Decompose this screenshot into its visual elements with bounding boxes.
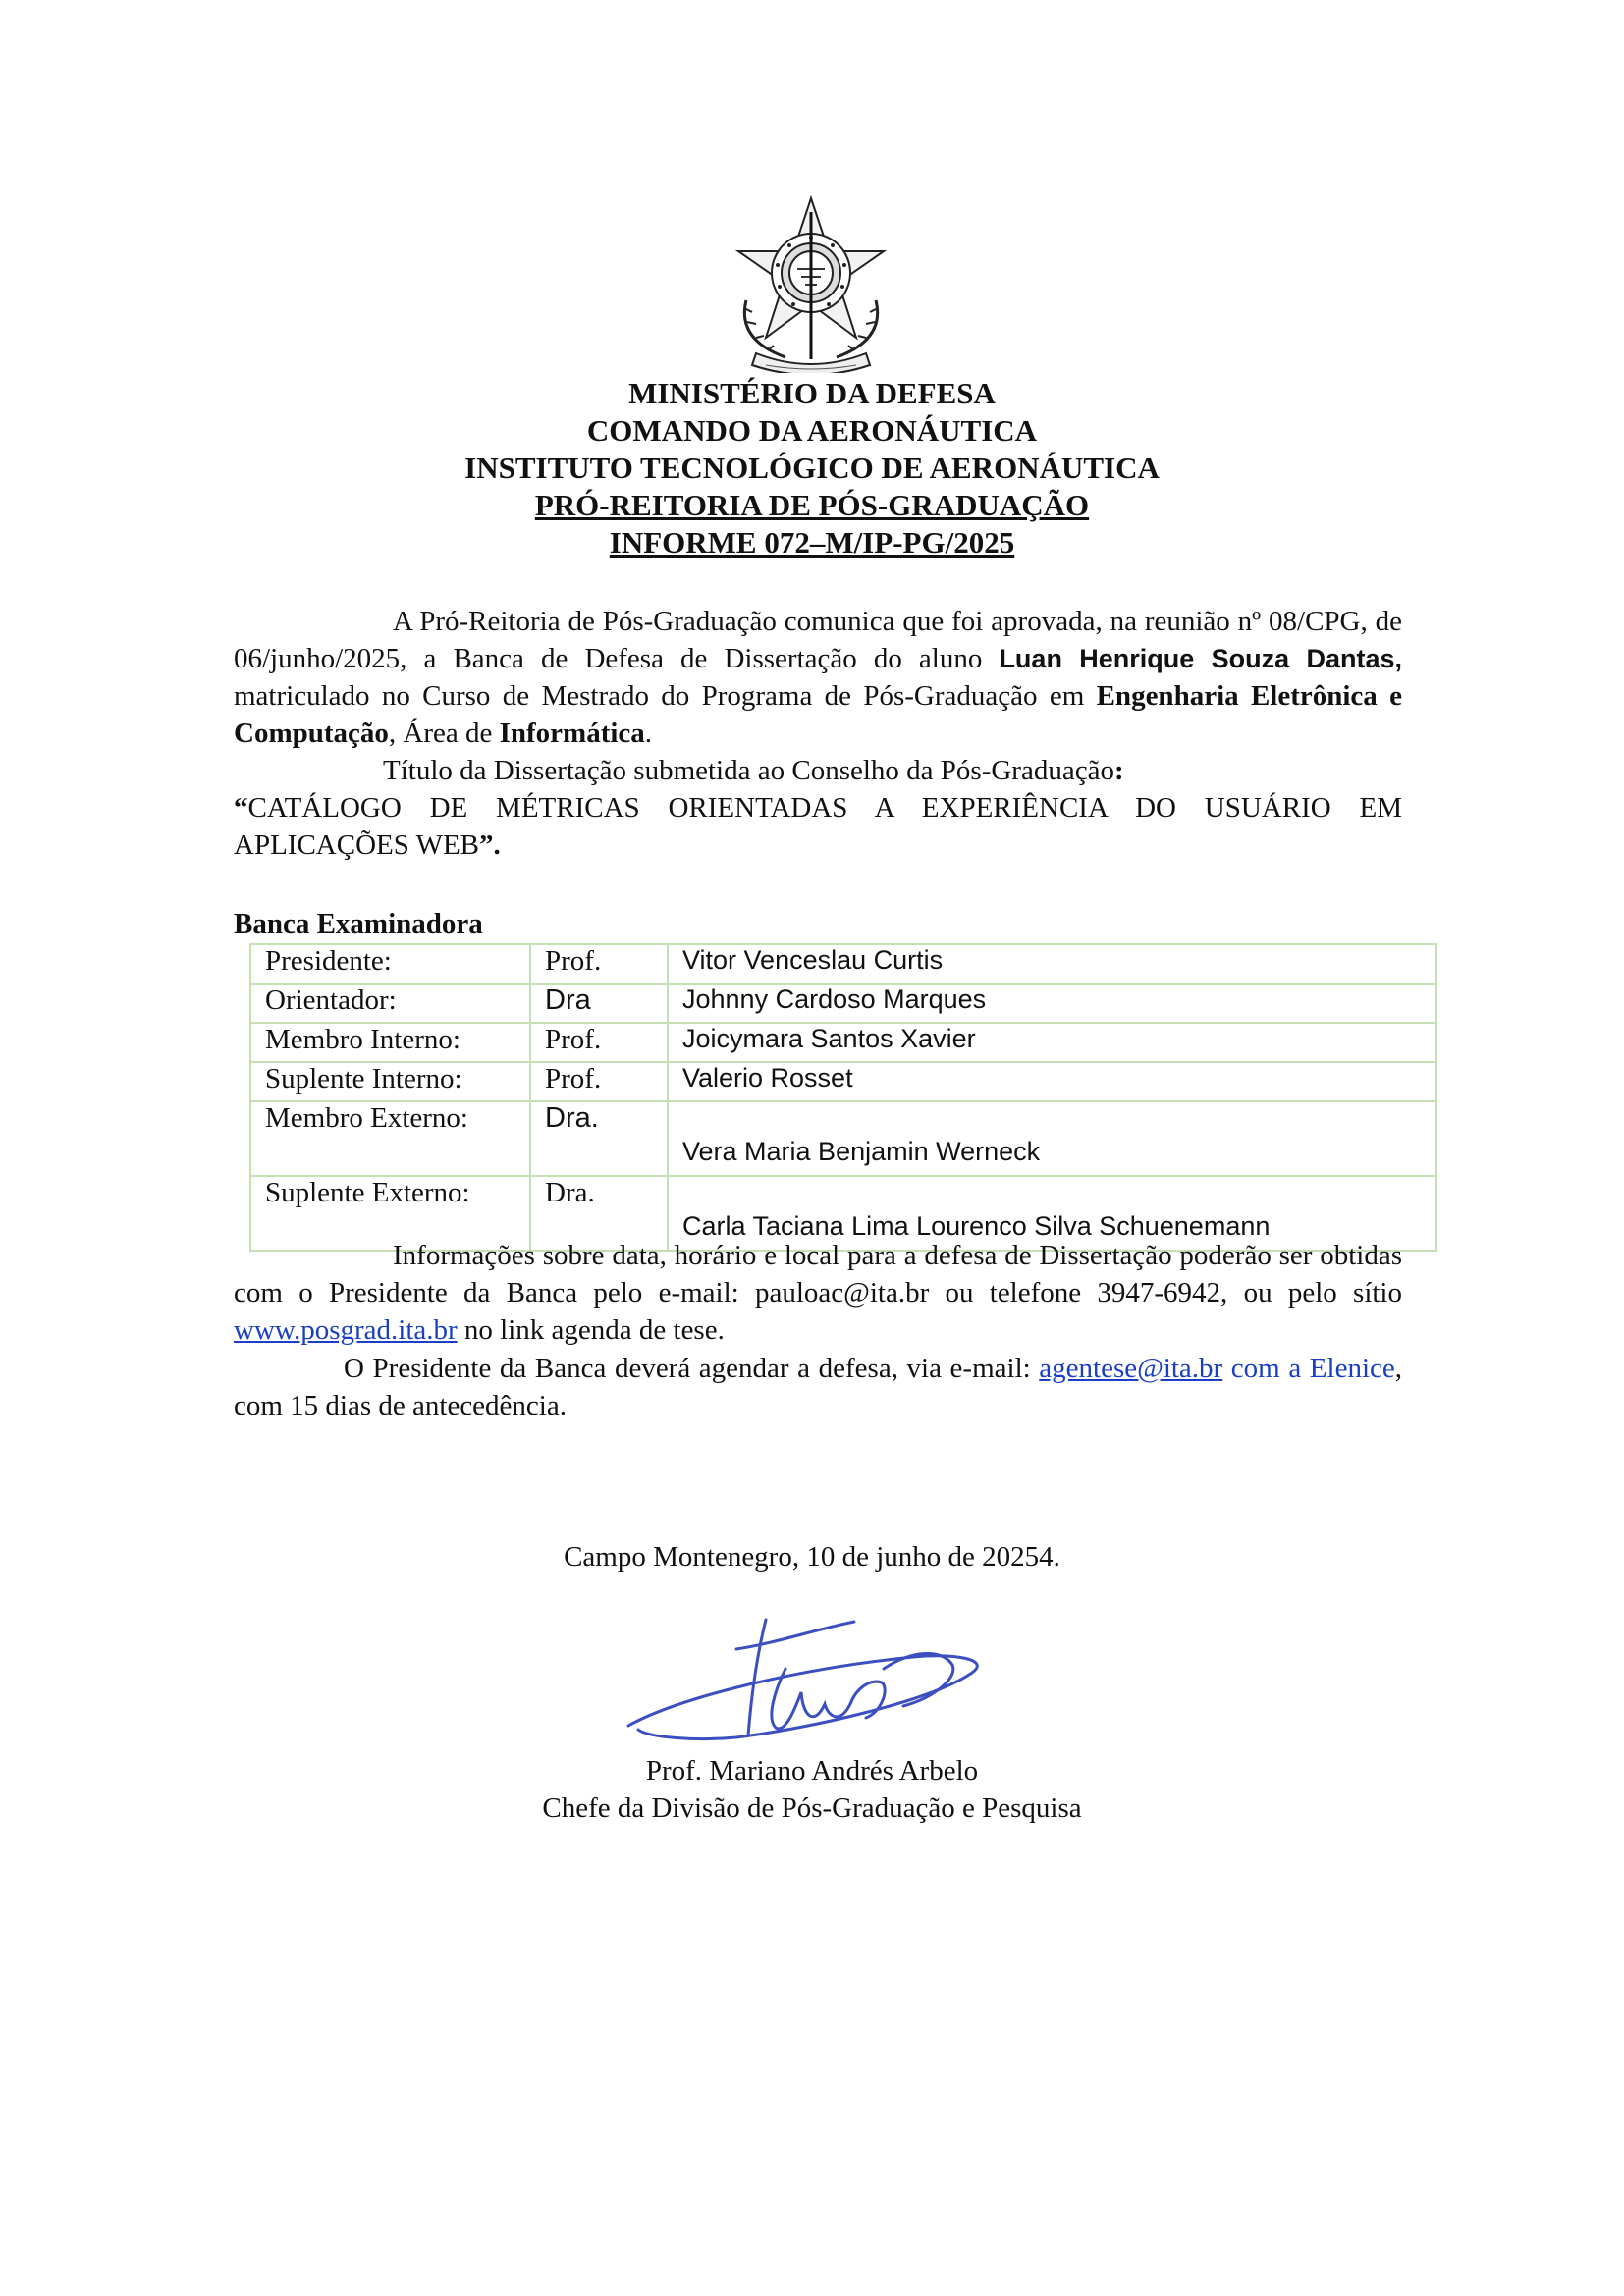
institute-title: INSTITUTO TECNOLÓGICO DE AERONÁUTICA	[464, 451, 1160, 485]
member-name: Joicymara Santos Xavier	[668, 1023, 1436, 1062]
banca-heading: Banca Examinadora	[234, 908, 483, 939]
intro-text-d: .	[644, 718, 653, 749]
agentese-email-link[interactable]: agentese@ita.br	[1039, 1353, 1223, 1384]
intro-text-c: , Área de	[388, 718, 500, 749]
member-title: Dra.	[530, 1101, 668, 1176]
schedule-text-b: , com 15 dias de antecedência.	[234, 1353, 1402, 1421]
coat-of-arms-icon	[727, 192, 895, 373]
table-row	[250, 1101, 1436, 1176]
intro-text-b: matriculado no Curso de Mestrado do Programa de Pós-Graduação em	[234, 680, 1097, 712]
member-title: Dra.	[530, 1176, 668, 1251]
intro-text-a: A Pró-Reitoria de Pós-Graduação comunica que foi aprovada, na reunião nº 08/CPG, de 06/junho/2025, a Banca de Defesa de Dissertação do aluno	[234, 606, 1402, 674]
intro-paragraph	[234, 603, 1402, 752]
handwritten-signature-icon	[619, 1610, 1031, 1747]
command-title: COMANDO DA AERONÁUTICA	[586, 413, 1038, 448]
signer-name: Prof. Mariano Andrés Arbelo	[645, 1755, 979, 1787]
thesis-paragraph	[234, 752, 1402, 864]
member-name: Valerio Rosset	[668, 1062, 1436, 1101]
member-title: Dra	[530, 984, 668, 1023]
signer-role: Chefe da Divisão de Pós-Graduação e Pesquisa	[542, 1792, 1082, 1824]
member-role: Suplente Externo:	[250, 1176, 530, 1251]
member-title: Prof.	[530, 944, 668, 984]
table-row	[250, 1023, 1436, 1062]
student-name: Luan Henrique Souza Dantas,	[999, 644, 1402, 673]
info-paragraph	[234, 1237, 1402, 1349]
thesis-label: Título da Dissertação submetida ao Conselho da Pós-Graduação	[383, 755, 1114, 786]
info-text-b: no link agenda de tese.	[457, 1314, 725, 1346]
place-date: Campo Montenegro, 10 de junho de 20254.	[564, 1541, 1060, 1573]
member-title: Prof.	[530, 1023, 668, 1062]
banca-table	[249, 943, 1437, 1252]
member-name: Carla Taciana Lima Lourenco Silva Schuenemann	[668, 1176, 1436, 1251]
document-header	[0, 375, 1624, 561]
member-role: Membro Interno:	[250, 1023, 530, 1062]
member-name: Vitor Venceslau Curtis	[668, 944, 1436, 984]
member-name: Vera Maria Benjamin Werneck	[668, 1101, 1436, 1176]
area-name: Informática	[499, 718, 645, 749]
table-row	[250, 1062, 1436, 1101]
informe-number: INFORME 072–M/IP-PG/2025	[609, 525, 1015, 560]
member-role: Membro Externo:	[250, 1101, 530, 1176]
member-role: Presidente:	[250, 944, 530, 984]
posgrad-link[interactable]: www.posgrad.ita.br	[234, 1314, 458, 1346]
table-row	[250, 944, 1436, 984]
schedule-paragraph	[234, 1350, 1402, 1424]
thesis-title: CATÁLOGO DE MÉTRICAS ORIENTADAS A EXPERIÊNCIA DO USUÁRIO EM APLICAÇÕES WEB	[234, 792, 1402, 861]
thesis-colon: :	[1113, 755, 1124, 786]
member-role: Orientador:	[250, 984, 530, 1023]
info-text-a: Informações sobre data, horário e local para a defesa de Dissertação poderão ser obtidas com o Presidente da Banca pelo e-mail: pauloac@ita.br ou telefone 3947-6942, ou pelo sítio	[234, 1240, 1402, 1308]
member-name: Johnny Cardoso Marques	[668, 984, 1436, 1023]
thesis-close: ”.	[479, 829, 501, 861]
table-row	[250, 984, 1436, 1023]
office-title: PRÓ-REITORIA DE PÓS-GRADUAÇÃO	[534, 488, 1090, 522]
thesis-open-quote: “	[234, 792, 248, 824]
member-role: Suplente Interno:	[250, 1062, 530, 1101]
schedule-text-a: O Presidente da Banca deverá agendar a defesa, via e-mail:	[344, 1353, 1040, 1384]
signer-block	[0, 1752, 1624, 1827]
program-name: Engenharia Eletrônica e Computação	[234, 680, 1402, 749]
schedule-blue-text: com a Elenice	[1222, 1353, 1395, 1384]
member-title: Prof.	[530, 1062, 668, 1101]
ministry-title: MINISTÉRIO DA DEFESA	[628, 376, 996, 410]
